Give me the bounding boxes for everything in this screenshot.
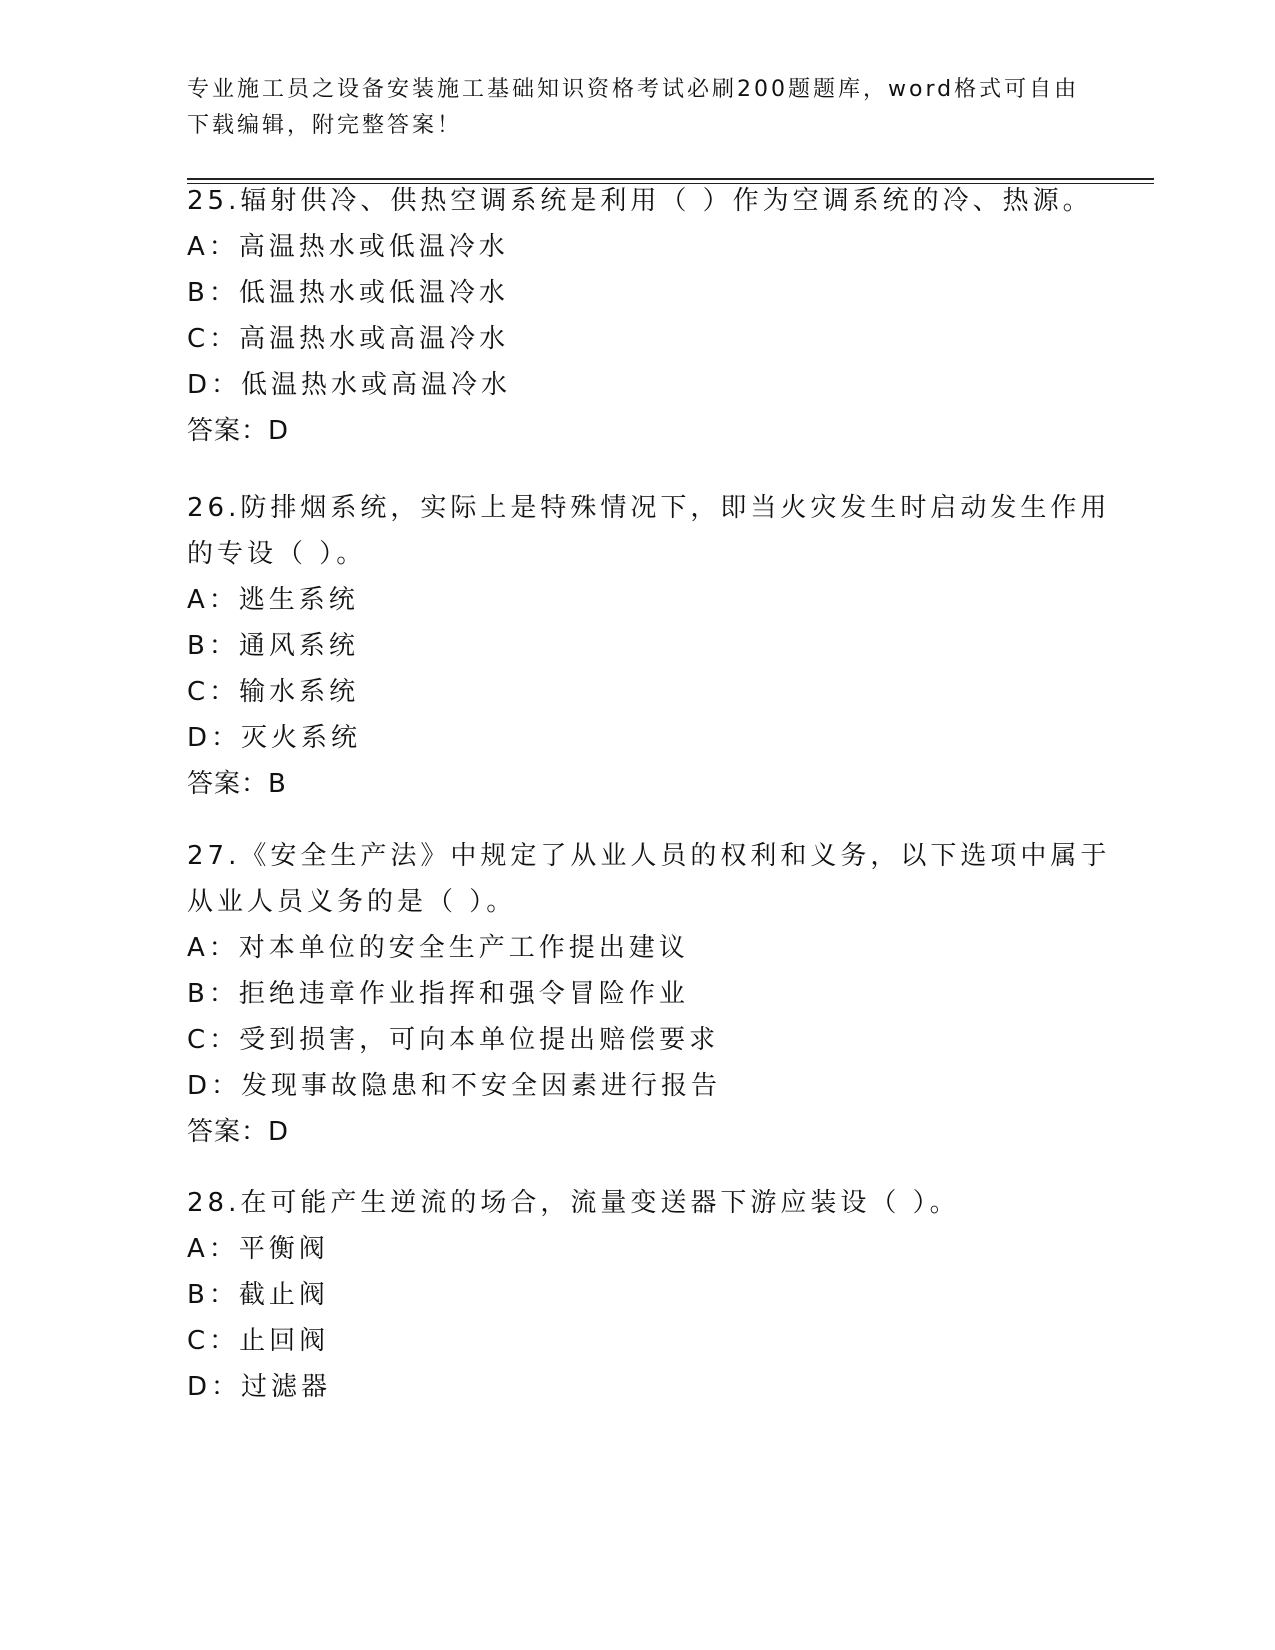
answer: 答案：D xyxy=(187,416,290,446)
question-stem-line-1: 27.《安全生产法》中规定了从业人员的权利和义务，以下选项中属于 xyxy=(187,841,1111,871)
option-a: A：对本单位的安全生产工作提出建议 xyxy=(187,933,689,963)
question-stem: 25.辐射供冷、供热空调系统是利用（ ）作为空调系统的冷、热源。 xyxy=(187,186,1093,216)
question-28 xyxy=(187,1180,1087,1410)
option-a: A：平衡阀 xyxy=(187,1234,329,1264)
option-b: B：截止阀 xyxy=(187,1280,329,1310)
question-25 xyxy=(187,178,1093,454)
option-c: C：止回阀 xyxy=(187,1326,330,1356)
option-d: D：灭火系统 xyxy=(187,723,362,753)
question-27 xyxy=(187,833,1111,1155)
option-c: C：输水系统 xyxy=(187,677,360,707)
option-b: B：低温热水或低温冷水 xyxy=(187,278,509,308)
option-c: C：高温热水或高温冷水 xyxy=(187,324,510,354)
option-a: A：高温热水或低温冷水 xyxy=(187,232,509,262)
option-c: C：受到损害，可向本单位提出赔偿要求 xyxy=(187,1025,720,1055)
option-d: D：低温热水或高温冷水 xyxy=(187,370,512,400)
option-b: B：拒绝违章作业指挥和强令冒险作业 xyxy=(187,979,689,1009)
question-stem-line-2: 的专设（ ）。 xyxy=(187,539,367,569)
question-stem-line-1: 26.防排烟系统，实际上是特殊情况下，即当火灾发生时启动发生作用 xyxy=(187,493,1111,523)
question-stem-line-2: 从业人员义务的是（ ）。 xyxy=(187,887,517,917)
option-b: B：通风系统 xyxy=(187,631,359,661)
option-d: D：过滤器 xyxy=(187,1372,332,1402)
document-header: 专业施工员之设备安装施工基础知识资格考试必刷200题题库，word格式可自由 下载编辑，附完整答案！ xyxy=(187,77,1080,138)
answer: 答案：B xyxy=(187,769,287,799)
answer: 答案：D xyxy=(187,1117,290,1147)
question-26 xyxy=(187,485,1111,807)
question-stem: 28.在可能产生逆流的场合，流量变送器下游应装设（ ）。 xyxy=(187,1188,960,1218)
option-d: D：发现事故隐患和不安全因素进行报告 xyxy=(187,1071,722,1101)
option-a: A：逃生系统 xyxy=(187,585,359,615)
